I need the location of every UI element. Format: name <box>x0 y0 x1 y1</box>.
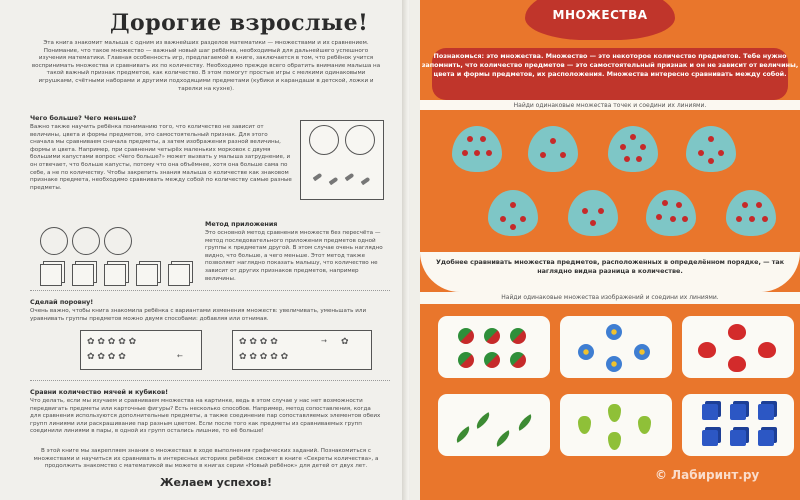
intro-text: Познакомься: это множества. Множество — это некоторое количество предметов. Тебе нужно запомнить, что количество предметов — это самостоятельный признак и он не зависит от величины, цвета и формы предметов, их расположения. Множества интересно сравнивать между собой. <box>421 52 799 78</box>
flower-icon <box>606 324 622 340</box>
ball-icon <box>510 328 526 344</box>
flowers-left-panel <box>80 330 202 370</box>
flower-icon: ✿ ✿ ✿ ✿ <box>87 352 126 362</box>
apple-icon <box>758 342 776 358</box>
task2-text: Найди одинаковые множества изображений и соедини их линиями. <box>501 294 719 301</box>
cube-icon <box>168 264 190 286</box>
section-heading-more-less: Чего больше? Чего меньше? <box>30 114 137 122</box>
section-text-equal: Очень важно, чтобы книга знакомила ребёнка с вариантами изменения множеств: увеличивать, уменьшать или уравнивать группы предметов можно двумя способами: добавляя или отнимая. <box>30 308 367 322</box>
divider <box>30 290 390 291</box>
card-blocks <box>682 394 794 456</box>
leaf-icon <box>515 414 535 431</box>
closing-paragraph: В этой книге мы закрепляем знания о множествах в ходе выполнения графических заданий. Познакомиться с множествами и научиться их сравнивать в интересных историях ребёнок сможет в книге «Секреты количества», а продолжить знакомство с математикой вы можете в книгах серии «Новый ребёнок» для детей от двух лет. <box>33 448 379 470</box>
cabbage-icon <box>309 125 339 155</box>
carrot-icon <box>329 177 339 185</box>
pear-icon <box>638 416 651 434</box>
carrot-icon <box>361 177 371 185</box>
section-text-more-less: Важно также научить ребёнка пониманию того, что количество не зависит от величины, цвета и формы предметов, это самостоятельный признак. Для этого сначала мы сравниваем сначала предметы, а затем изображения разной величины, формы и цвета. Например, при сравнении четырёх маленьких морковок с двумя большими капустами вопрос «Чего больше?» может вызвать у малыша затруднение, и он отвечает, что больше капусты, потому что она объёмнее, хотя она больше сама по себе, а не по количеству. Чтобы закрепить знания малыша о количестве как знаковом признаке предмета, необходимо сравнивать между собой по количеству самые разные предметы. <box>30 124 292 191</box>
flower-icon: ✿ ✿ ✿ ✿ ✿ <box>239 352 289 362</box>
task1-text: Найди одинаковые множества точек и соедини их линиями. <box>513 102 707 109</box>
section-text-method: Это основной метод сравнения множеств без пересчёта — метод последовательного приложения предметов одной группы к предметам другой. В этом случае очень наглядно видно, что больше, а чего меньше. Этот метод также позволяет наглядно показать малышу, что количество не зависит от других признаков предметов, например величины. <box>205 230 383 282</box>
carrot-icon <box>345 173 355 181</box>
block-icon <box>730 430 746 446</box>
apple-icon <box>698 342 716 358</box>
block-icon <box>758 430 774 446</box>
right-page <box>410 0 800 500</box>
pear-icon <box>608 432 621 450</box>
section-heading-equal: Сделай поровну! <box>30 298 94 306</box>
flower-icon <box>578 344 594 360</box>
flowers-right-panel <box>232 330 372 370</box>
cube-icon <box>40 264 62 286</box>
card-leaves <box>438 394 550 456</box>
flower-icon: ✿ ✿ ✿ ✿ <box>239 337 278 347</box>
ball-icon <box>458 328 474 344</box>
cube-icon <box>72 264 94 286</box>
intro-paragraph: Эта книга знакомит малыша с одним из важнейших разделов математики — множествами и их сравнением. Понимание, что такое множество — важный новый шаг ребёнка, необходимый для дальнейшего успешного изучения математики. Главная особенность игр, предлагаемой в книге, заключается в том, что ребёнок учится воспринимать множества и сравнивать их по количеству. Необходимо прежде всего обратить внимание малыша на такой важный признак предметов, как количество. В этом помогут простые игры с мелкими одинаковыми игрушками, счётными наборами и другими подходящими предметами (кубики и карандаши в детской, ложки и тарелки на кухне). <box>31 40 381 92</box>
cube-icon <box>104 264 126 286</box>
ball-icon <box>484 328 500 344</box>
card-apples <box>682 316 794 378</box>
block-icon <box>758 404 774 420</box>
card-pears <box>560 394 672 456</box>
ball-icon <box>510 352 526 368</box>
card-balls <box>438 316 550 378</box>
cube-icon <box>136 264 158 286</box>
flower-icon <box>606 356 622 372</box>
page-title: Дорогие взрослые! <box>110 10 369 36</box>
apple-icon <box>728 356 746 372</box>
arrow-icon: → <box>321 337 327 345</box>
pear-icon <box>608 404 621 422</box>
cabbage-icon <box>345 125 375 155</box>
section-heading-method: Метод приложения <box>205 220 278 228</box>
leaf-icon <box>453 426 473 443</box>
ball-icon <box>104 227 132 255</box>
section-heading-compare: Сравни количество мячей и кубиков! <box>30 388 169 396</box>
block-icon <box>730 404 746 420</box>
farewell-text: Желаем успехов! <box>160 476 273 489</box>
flower-icon <box>634 344 650 360</box>
carrot-icon <box>313 173 323 181</box>
ball-icon <box>72 227 100 255</box>
ball-icon <box>458 352 474 368</box>
apple-icon <box>728 324 746 340</box>
flower-icon: ✿ ✿ ✿ ✿ ✿ <box>87 337 137 347</box>
watermark: © Лабиринт.ру <box>655 468 760 482</box>
middle-text: Удобнее сравнивать множества предметов, расположенных в определённом порядке, — так наглядно видна разница в количестве. <box>435 258 785 275</box>
flower-icon: ✿ <box>341 337 349 347</box>
arrow-icon: ← <box>177 352 183 360</box>
card-flowers <box>560 316 672 378</box>
ball-icon <box>484 352 500 368</box>
leaf-icon <box>473 412 493 429</box>
divider <box>30 380 390 381</box>
section-title: МНОЖЕСТВА <box>552 8 648 22</box>
block-icon <box>702 430 718 446</box>
section-text-compare: Что делать, если мы изучаем и сравниваем множества на картинке, ведь в этом случае у нас нет возможности передвигать предметы или карточные фигуры? Есть несколько способов. Например, метод сопоставления, когда для сравнения используются дополнительные предметы, а также соединение пар сопоставляемых элементов обеих групп линиями или раскрашивание пар разным цветом. Если после того как предметы из сравниваемых групп соединили линиями в пары, в одной из групп остались лишние, то её больше! <box>30 398 381 435</box>
leaf-icon <box>493 430 513 447</box>
ball-icon <box>40 227 68 255</box>
vegetables-illustration <box>300 120 384 200</box>
pear-icon <box>578 416 591 434</box>
block-icon <box>702 404 718 420</box>
